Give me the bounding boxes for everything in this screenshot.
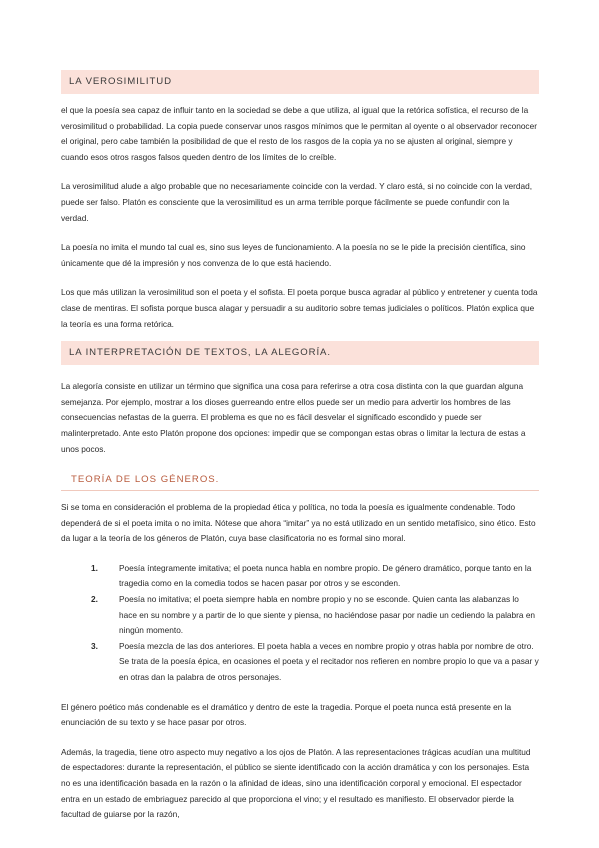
list-item <box>91 592 539 639</box>
paragraph: La alegoría consiste en utilizar un término que significa una cosa para referirse a otra cosa distinta con la que guardan alguna semejanza. Por ejemplo, mostrar a los dioses guerreando entre ellos puede ser un medio para advertir los hombres de las consecuencias nefastas de la guerra. El problema es que no es fácil desvelar el significado escondido y puede ser malinterpretado. Ante esto Platón propone dos opciones: impedir que se compongan estas obras o limitar la lectura de estas a unos pocos. <box>61 381 526 454</box>
list-item <box>91 639 539 686</box>
paragraph: La verosimilitud alude a algo probable que no necesariamente coincide con la verdad. Y claro está, si no coincide con la verdad, puede ser falso. Platón es consciente que la verosimilitud es un arma terrible porque fácilmente se puede confundir con la verdad. <box>61 181 533 223</box>
document-content <box>61 70 539 823</box>
list-item-text: Poesía íntegramente imitativa; el poeta nunca habla en nombre propio. De género dramático, porque tanto en la tragedia como en la comedia todos se hacen pasar por otros y se esconden. <box>119 562 532 589</box>
paragraph: Los que más utilizan la verosimilitud son el poeta y el sofista. El poeta porque busca agradar al público y entretener y cuenta toda clase de mentiras. El sofista porque busca alagar y persuadir a su auditorio sobre temas judiciales o políticos. Platón explica que la teoría es una forma retórica. <box>61 287 538 329</box>
section-heading-verosimilitud: LA VEROSIMILITUD <box>61 70 539 94</box>
section-heading-alegoria: LA INTERPRETACIÓN DE TEXTOS, LA ALEGORÍA. <box>61 341 539 365</box>
list-item-number: 3. <box>91 640 98 651</box>
list-item-text: Poesía no imitativa; el poeta siempre habla en nombre propio y no se esconde. Quien canta las alabanzas lo hace en su nombre y a partir de lo que siente y piensa, no haciéndose pasar por nadie un cediendo la palabra en ningún momento. <box>119 594 536 636</box>
paragraph: Además, la tragedia, tiene otro aspecto muy negativo a los ojos de Platón. A las representaciones trágicas acudían una multitud de espectadores: durante la representación, el público se siente identificado con la acción dramática y con los personajes. Esta no es una identificación basada en la razón o la afinidad de ideas, sino una identificación corporal y emocional. El espectador entra en un estado de embriaguez parecido al que proporciona el vino; y el resultado es manifiesto. El observador pierde la facultad de guiarse por la razón, <box>61 746 531 820</box>
paragraph: El género poético más condenable es el dramático y dentro de este la tragedia. Porque el poeta nunca está presente en la enunciación de su texto y se hace pasar por otros. <box>61 701 512 728</box>
list-item-text: Poesía mezcla de las dos anteriores. El poeta habla a veces en nombre propio y otras habla por nombre de otro. Se trata de la poesía épica, en ocasiones el poeta y el recitador nos refieren en nombre propio lo que va a pasar y en otras dan la palabra de otros personajes. <box>119 640 539 683</box>
list-item-number: 1. <box>91 562 98 573</box>
list-item-number: 2. <box>91 594 98 605</box>
section-heading-generos: TEORÍA DE LOS GÉNEROS. <box>61 471 539 491</box>
genre-list <box>61 561 539 686</box>
paragraph: La poesía no imita el mundo tal cual es, sino sus leyes de funcionamiento. A la poesía no se le pide la precisión científica, sino únicamente que dé la impresión y nos convenza de lo que está haciendo. <box>61 242 526 268</box>
list-item <box>91 561 539 592</box>
paragraph: el que la poesía sea capaz de influir tanto en la sociedad se debe a que utiliza, al igual que la retórica sofística, el recurso de la verosimilitud o probabilidad. La copia puede conservar unos rasgos mínimos que le permitan al oyente o al observador reconocer el original, pero cabe también la posibilidad de que el resto de los rasgos de la copia ya no se ajusten al original, siempre y cuando esos otros rasgos falsos queden dentro de los límites de lo creíble. <box>61 105 537 162</box>
paragraph: Si se toma en consideración el problema de la propiedad ética y política, no toda la poesía es igualmente condenable. Todo dependerá de si el poeta imita o no imita. Nótese que ahora “imitar” ya no está utilizado en un sentido metafísico, sino ético. Esto da lugar a la teoría de los géneros de Platón, cuya base clasificatoria no es formal sino moral. <box>61 502 536 544</box>
